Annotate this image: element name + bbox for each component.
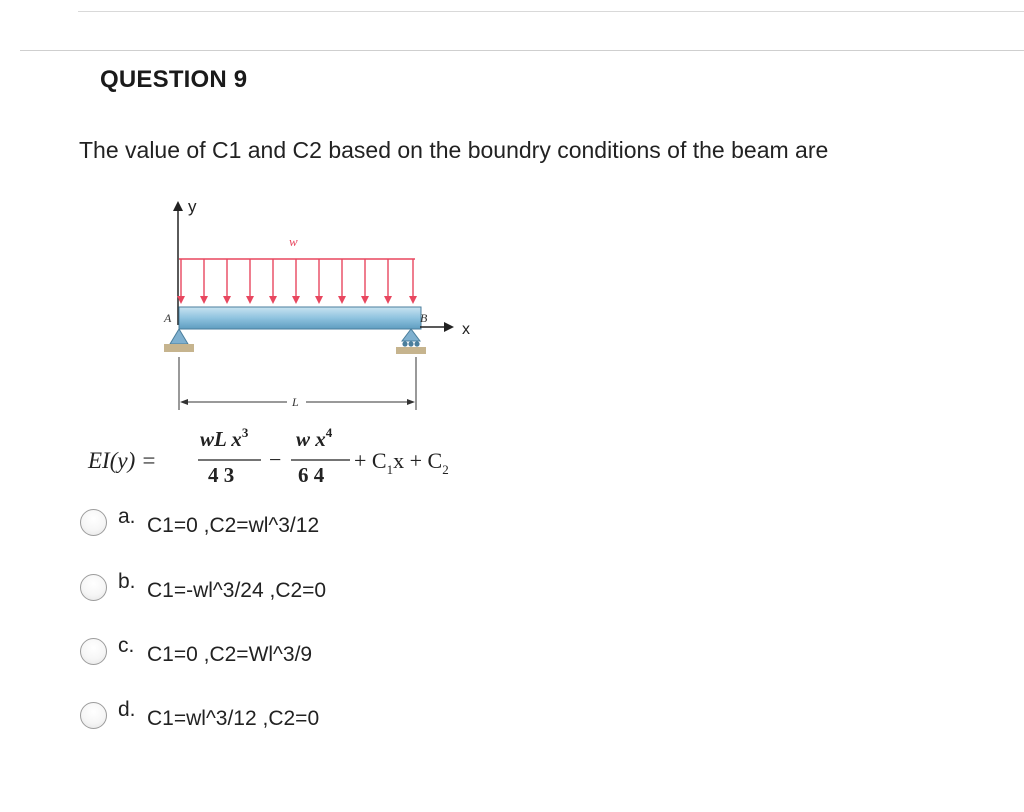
- top-divider: [78, 11, 1024, 12]
- option-c-letter: c.: [118, 634, 135, 657]
- option-a[interactable]: [80, 505, 500, 541]
- radio-button-a[interactable]: [80, 509, 107, 536]
- option-c-text: C1=0 ,C2=Wl^3/9: [147, 643, 313, 666]
- beam: [179, 307, 421, 329]
- roller-support-icon: [396, 329, 426, 354]
- question-title: QUESTION 9: [100, 66, 248, 93]
- option-c[interactable]: [80, 634, 500, 670]
- support-a-label: A: [164, 311, 172, 325]
- option-b[interactable]: [80, 570, 500, 606]
- x-axis-arrow-icon: [444, 322, 454, 332]
- support-b-label: B: [420, 311, 428, 325]
- option-d-letter: d.: [118, 698, 136, 721]
- question-divider: [20, 50, 1024, 51]
- option-a-text: C1=0 ,C2=wl^3/12: [147, 514, 320, 537]
- equation-term2-numerator: w $x^4$: [296, 425, 333, 451]
- radio-button-b[interactable]: [80, 574, 107, 601]
- option-a-letter: a.: [118, 505, 136, 528]
- x-axis-label: x: [462, 321, 470, 338]
- equation-term1-denominator: 4 3: [208, 463, 235, 487]
- deflection-equation: [87, 425, 449, 487]
- equation-minus: −: [269, 447, 282, 472]
- y-axis-arrow-icon: [173, 201, 183, 211]
- beam-diagram: [80, 192, 500, 492]
- pin-support-icon: [164, 329, 194, 352]
- distributed-load: [177, 259, 417, 304]
- option-b-letter: b.: [118, 570, 136, 593]
- radio-button-c[interactable]: [80, 638, 107, 665]
- radio-button-d[interactable]: [80, 702, 107, 729]
- question-text: The value of C1 and C2 based on the boundry conditions of the beam are: [79, 137, 829, 163]
- span-label: L: [292, 395, 299, 409]
- option-b-text: C1=-wl^3/24 ,C2=0: [147, 579, 327, 602]
- load-label: w: [289, 234, 298, 249]
- equation-term1-numerator: wL $x^3$: [200, 425, 249, 451]
- equation-lhs: EI(y) =: [88, 448, 157, 473]
- equation-term2-denominator: 6 4: [298, 463, 325, 487]
- option-d-text: C1=wl^3/12 ,C2=0: [147, 707, 320, 730]
- equation-constants: + $C_1x + C_2$: [354, 448, 449, 477]
- option-d[interactable]: [80, 698, 500, 734]
- y-axis-label: y: [188, 197, 197, 216]
